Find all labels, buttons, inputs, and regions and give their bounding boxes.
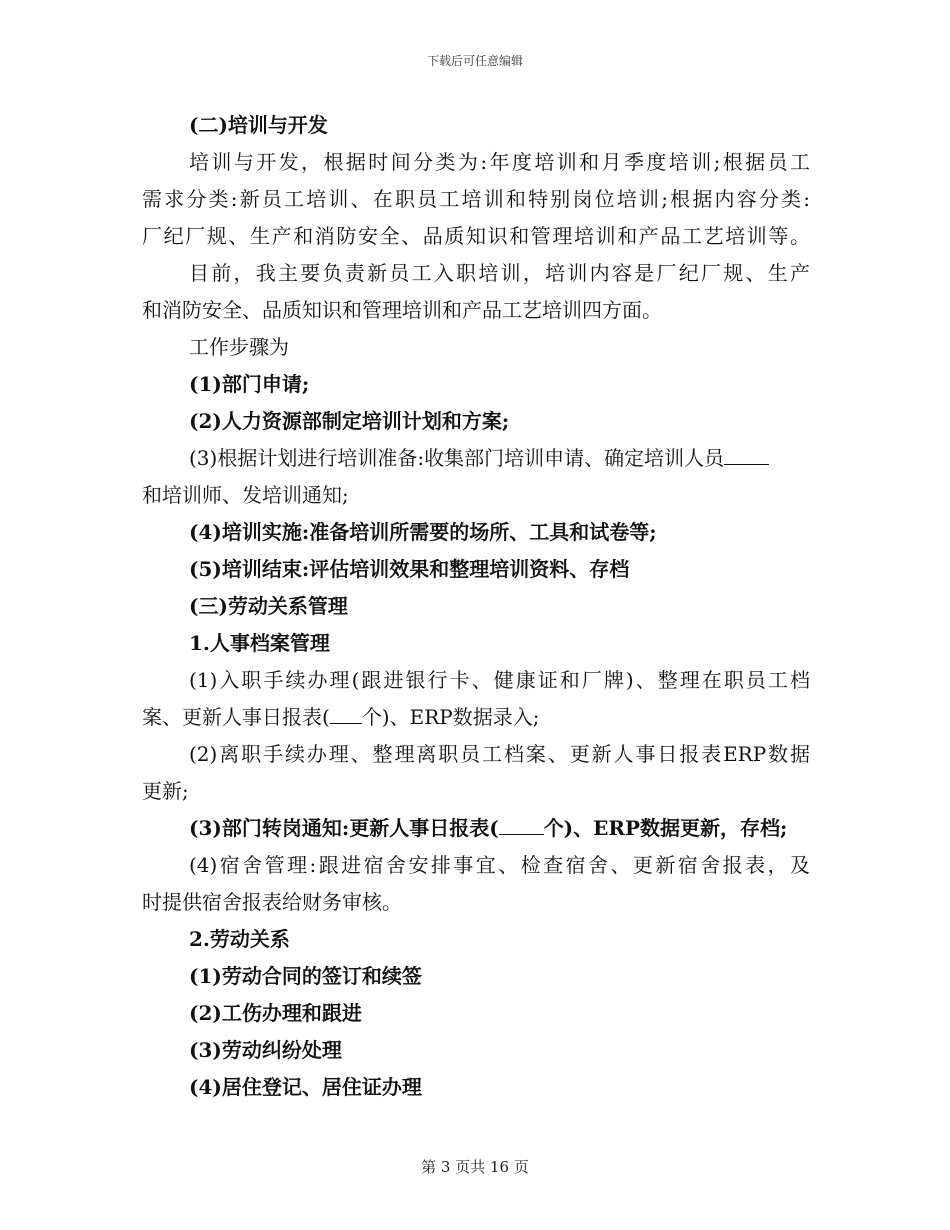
list-item: (2)人力资源部制定培训计划和方案;: [189, 409, 510, 433]
paragraph-line: 目前，我主要负责新员工入职培训，培训内容是厂纪厂规、生产: [189, 261, 810, 285]
line-text: (3)部门转岗通知:更新人事日报表(: [189, 816, 499, 840]
line-text: 案、更新人事日报表(: [142, 705, 330, 729]
page-number: 第 3 页共 16 页: [421, 1158, 529, 1176]
paragraph-line: 时提供宿舍报表给财务审核。: [142, 890, 402, 914]
list-item: (5)培训结束:评估培训效果和整理培训资料、存档: [189, 557, 630, 581]
subsection-heading: 1.人事档案管理: [189, 631, 330, 655]
list-item: (4)居住登记、居住证办理: [189, 1075, 422, 1099]
page-header: 下载后可任意编辑: [426, 54, 523, 68]
blank-underline: [330, 705, 362, 724]
section-heading-labor-relations: (三)劳动关系管理: [189, 594, 348, 618]
document-body: [142, 107, 810, 1106]
paragraph-line: 和培训师、发培训通知;: [142, 483, 349, 507]
section-heading-training: (二)培训与开发: [189, 113, 328, 137]
list-item: (1)部门申请;: [189, 372, 310, 396]
list-item: (2)离职手续办理、整理离职员工档案、更新人事日报表ERP数据: [189, 742, 810, 766]
subsection-heading: 2.劳动关系: [189, 927, 290, 951]
list-item: (2)工伤办理和跟进: [189, 1001, 362, 1025]
paragraph-line: 厂纪厂规、生产和消防安全、品质知识和管理培训和产品工艺培训等。: [142, 224, 810, 248]
paragraph-line: 更新;: [142, 779, 189, 803]
list-item: (4)培训实施:准备培训所需要的场所、工具和试卷等;: [189, 520, 657, 544]
list-item: [142, 810, 810, 847]
list-item: (1)劳动合同的签订和续签: [189, 964, 422, 988]
paragraph-line: 培训与开发，根据时间分类为:年度培训和月季度培训;根据员工: [189, 150, 810, 174]
paragraph-line: 工作步骤为: [189, 335, 289, 359]
paragraph-line: 和消防安全、品质知识和管理培训和产品工艺培训四方面。: [142, 298, 662, 322]
paragraph-line: [142, 699, 810, 736]
list-item: (1)入职手续办理(跟进银行卡、健康证和厂牌)、整理在职员工档: [189, 668, 810, 692]
list-item: (4)宿舍管理:跟进宿舍安排事宜、检查宿舍、更新宿舍报表，及: [189, 853, 810, 877]
list-item: (3)劳动纠纷处理: [189, 1038, 342, 1062]
list-item: [142, 440, 810, 477]
line-text: 个)、ERP数据录入;: [361, 705, 540, 729]
list-item-text: (3)根据计划进行培训准备:收集部门培训申请、确定培训人员: [189, 446, 725, 470]
blank-underline: [499, 816, 544, 835]
blank-underline: [724, 446, 769, 465]
line-text: 个)、ERP数据更新，存档;: [543, 816, 788, 840]
paragraph-line: 需求分类:新员工培训、在职员工培训和特别岗位培训;根据内容分类:: [142, 187, 810, 211]
